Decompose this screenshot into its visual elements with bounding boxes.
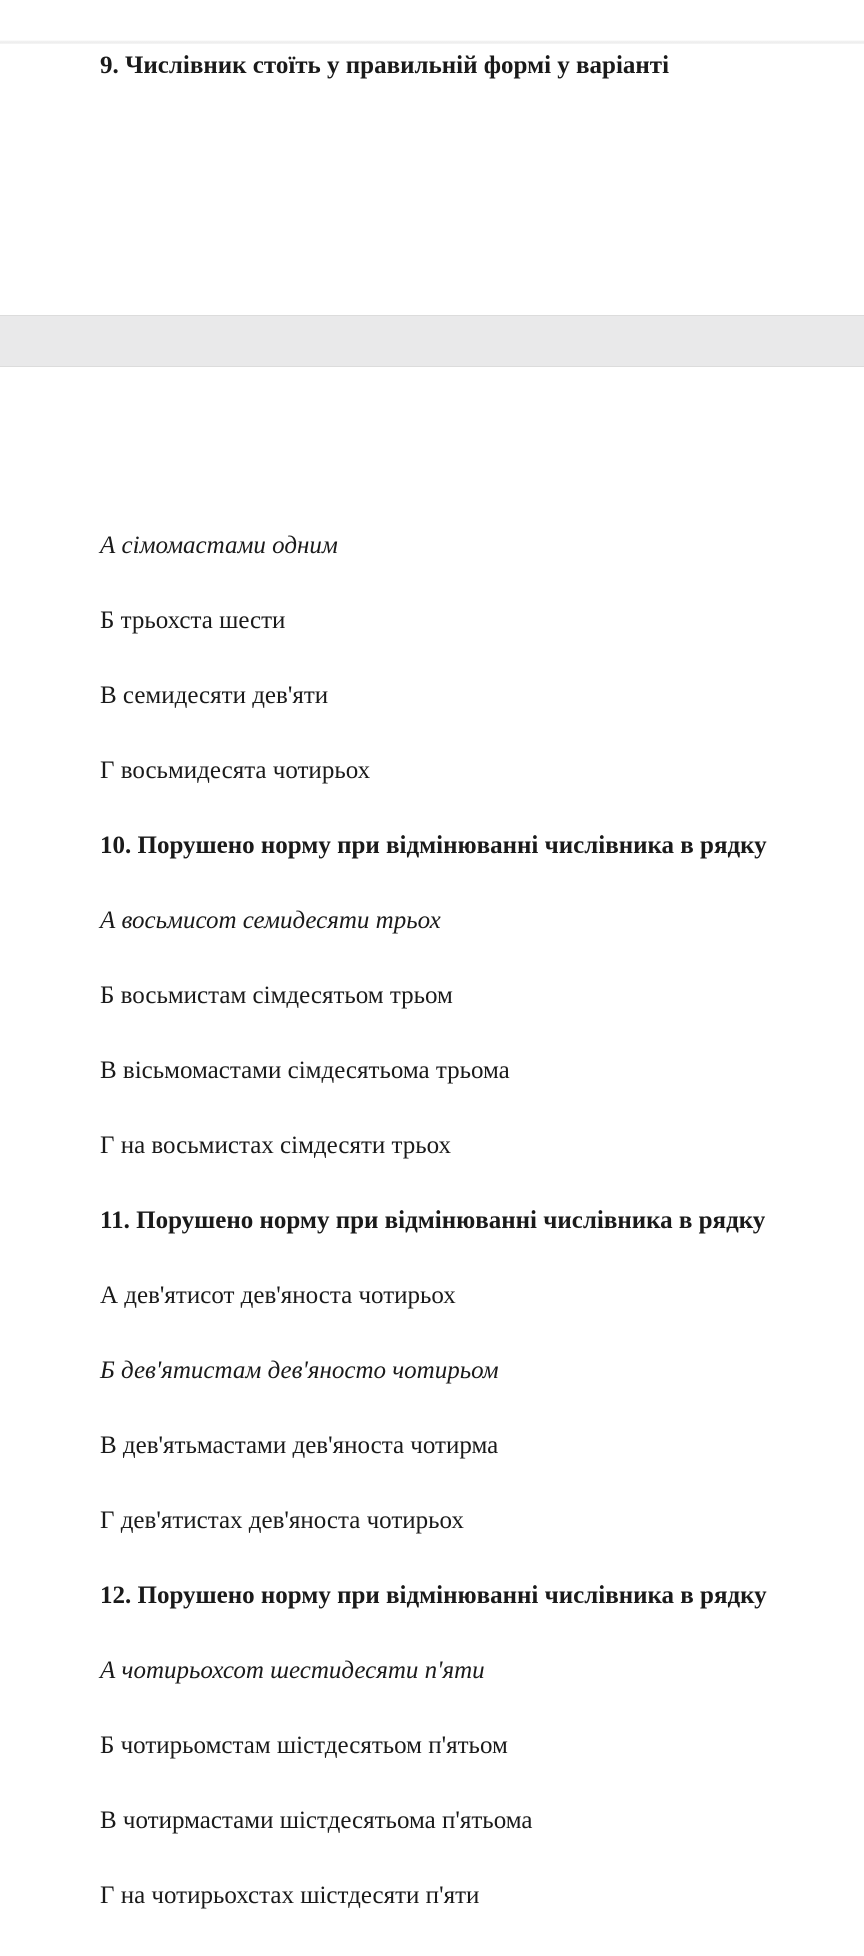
question-9-title: 9. Числівник стоїть у правильній формі у варіанті [100, 52, 670, 79]
q11-option-b: Б дев'ятистам дев'яносто чотирьом [100, 1357, 499, 1384]
q11-option-c: В дев'ятьмастами дев'яноста чотирма [100, 1432, 499, 1459]
q9-option-d: Г восьмидесята чотирьох [100, 757, 371, 784]
question-12-title: 12. Порушено норму при відмінюванні числівника в рядку [100, 1582, 767, 1609]
q10-option-a: А восьмисот семидесяти трьох [100, 907, 441, 934]
q10-option-b: Б восьмистам сімдесятьом трьом [100, 982, 453, 1009]
q11-option-d: Г дев'ятистах дев'яноста чотирьох [100, 1507, 464, 1534]
question-11-title: 11. Порушено норму при відмінюванні числівника в рядку [100, 1207, 766, 1234]
q9-option-b: Б трьохста шести [100, 607, 286, 634]
q9-option-c: В семидесяти дев'яти [100, 682, 329, 709]
q12-option-d: Г на чотирьохстах шістдесяти п'яти [100, 1882, 480, 1909]
q9-option-a: А сімомастами одним [100, 532, 338, 559]
q10-option-d: Г на восьмистах сімдесяти трьох [100, 1132, 452, 1159]
q12-option-b: Б чотирьомстам шістдесятьом п'ятьом [100, 1732, 508, 1759]
q12-option-c: В чотирмастами шістдесятьома п'ятьома [100, 1807, 533, 1834]
q12-option-a: А чотирьохсот шестидесяти п'яти [100, 1657, 485, 1684]
top-bar-shadow [0, 0, 864, 44]
section-divider-band [0, 315, 864, 367]
q11-option-a: А дев'ятисот дев'яноста чотирьох [100, 1282, 456, 1309]
q10-option-c: В вісьмомастами сімдесятьома трьома [100, 1057, 510, 1084]
question-10-title: 10. Порушено норму при відмінюванні числівника в рядку [100, 832, 767, 859]
